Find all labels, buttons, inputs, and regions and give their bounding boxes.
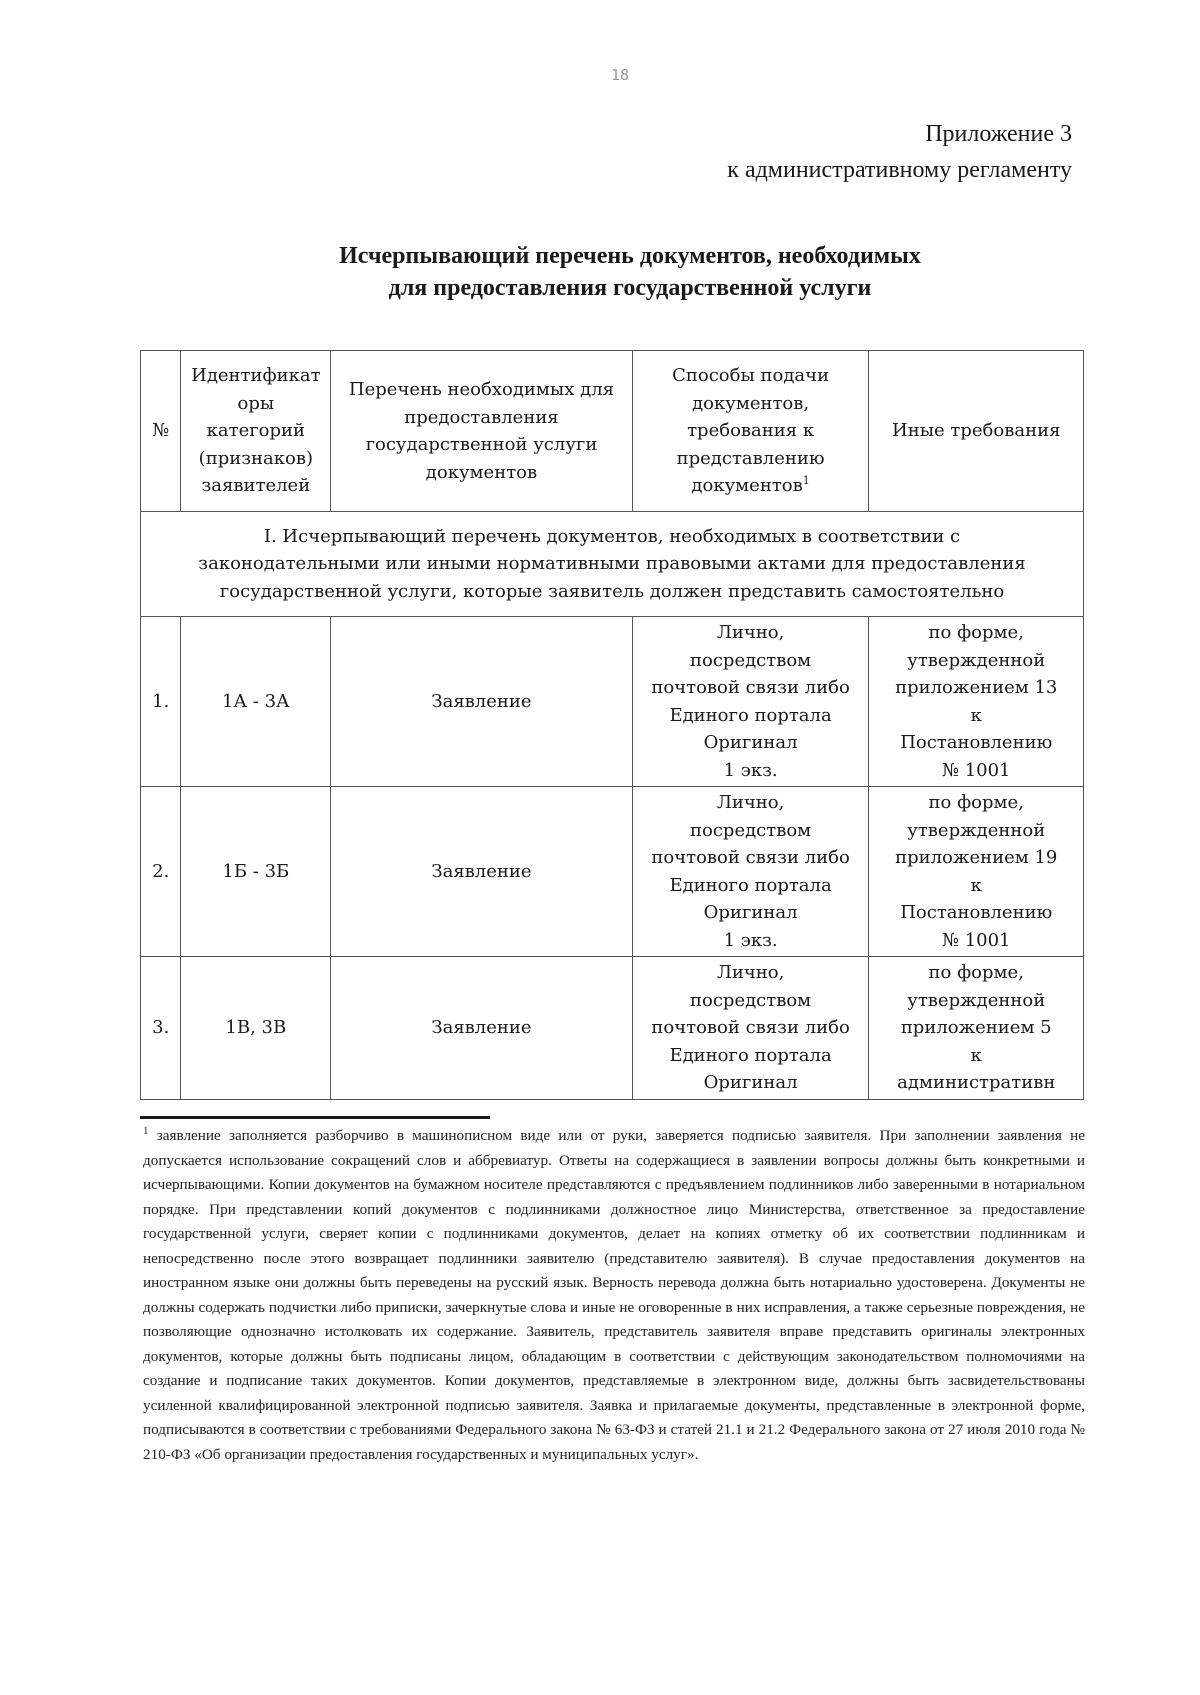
document-title [130, 240, 1130, 304]
table-row [141, 957, 1084, 1100]
row-other [869, 787, 1084, 957]
ways-line: Единого портала [669, 704, 832, 726]
ways-line: Единого портала [669, 1044, 832, 1066]
other-line: административн [897, 1072, 1056, 1093]
header-other-requirements: Иные требования [869, 351, 1084, 512]
appendix-line-1: Приложение 3 [925, 121, 1072, 147]
ways-line: Единого портала [669, 874, 832, 896]
header-identifiers-line: категорий [206, 420, 306, 442]
header-list-line: документов [425, 461, 538, 483]
header-identifiers-line: (признаков) [198, 447, 313, 469]
ways-line: Лично, [716, 622, 785, 643]
row-identifiers: 1А - 3А [181, 617, 331, 787]
ways-line: Оригинал [703, 902, 798, 923]
header-identifiers-line: заявителей [201, 475, 311, 497]
footnote-divider [140, 1116, 490, 1119]
section-title-line: законодательными или иными нормативными правовыми актами для предоставления [198, 553, 1026, 575]
other-line: утвержденной [907, 989, 1046, 1011]
section-title-line: I. Исчерпывающий перечень документов, необходимых в соответствии с [263, 525, 961, 547]
documents-table [140, 350, 1084, 1100]
ways-line: посредством [690, 649, 812, 671]
header-ways-last: документов [691, 475, 803, 497]
footnote [143, 1124, 1085, 1467]
ways-line: почтовой связи либо [651, 677, 850, 698]
title-line-2: для предоставления государственной услуги [388, 275, 872, 301]
row-other [869, 957, 1084, 1100]
other-line: № 1001 [941, 759, 1011, 781]
footnote-text: заявление заполняется разборчиво в машинописном виде или от руки, заверяется подписью заявителя. При заполнении заявления не допускается использование сокращений слов и аббревиатур. Ответы на содержащиеся в заявлении вопросы должны быть конкретными и исчерпывающими. Копии документов на бумажном носителе представляются с предъявлением подлинников либо заверенными в нотариальном порядке. При представлении копий документов с подлинниками должностное лицо Министерства, ответственное за предоставление государственной услуги, сверяет копии с подлинниками документов, делает на копиях отметку об их соответствии подлинникам и непосредственно после этого возвращает подлинники заявителю (представителю заявителя). В случае предоставления документов на иностранном языке они должны быть переведены на русский язык. Верность перевода должна быть нотариально удостоверена. Документы не должны содержать подчистки либо приписки, зачеркнутые слова и иные не оговоренные в них исправления, а также серьезные повреждения, не позволяющие однозначно истолковать их содержание. Заявитель, представитель заявителя вправе представить оригиналы электронных документов, которые должны быть подписаны лицом, обладающим в соответствии с действующим законодательством полномочиями на создание и подписание таких документов. Копии документов, представляемые в электронном виде, должны быть засвидетельствованы усиленной квалифицированной электронной подписью заявителя. Заявка и прилагаемые документы, представленные в электронной форме, подписываются в соответствии с требованиями Федерального закона № 63-ФЗ и статей 21.1 и 21.2 Федерального закона от 27 июля 2010 года № 210-ФЗ «Об организации предоставления государственных и муниципальных услуг». [143, 1127, 1086, 1463]
ways-line: почтовой связи либо [651, 847, 850, 868]
appendix-label [727, 116, 1072, 188]
ways-line: 1 экз. [723, 759, 778, 781]
row-document: Заявление [331, 617, 633, 787]
ways-line: почтовой связи либо [651, 1017, 850, 1038]
footnote-marker: 1 [143, 1124, 149, 1137]
row-document: Заявление [331, 787, 633, 957]
ways-line: посредством [690, 819, 812, 841]
ways-line: 1 экз. [723, 929, 778, 951]
other-line: по форме, [928, 962, 1024, 983]
ways-line: посредством [690, 989, 812, 1011]
table-row [141, 787, 1084, 957]
footnote-reference[interactable]: 1 [802, 474, 810, 488]
other-line: утвержденной [907, 649, 1046, 671]
table-header-row [141, 351, 1084, 512]
row-other [869, 617, 1084, 787]
other-line: утвержденной [907, 819, 1046, 841]
header-identifiers-line: Идентификат [191, 365, 321, 387]
ways-line: Оригинал [703, 732, 798, 753]
header-ways-line: документов, [692, 392, 810, 414]
header-ways-line: представлению [676, 447, 825, 469]
header-ways-line: Способы подачи [672, 365, 830, 387]
section-title-line: государственной услуги, которые заявитель должен представить самостоятельно [219, 580, 1005, 602]
row-ways [632, 787, 869, 957]
row-num: 3. [141, 957, 181, 1100]
header-ways-line [637, 472, 865, 500]
other-line: к [970, 874, 982, 896]
other-line: Постановлению [900, 902, 1053, 923]
table-row [141, 617, 1084, 787]
other-line: к [970, 704, 982, 726]
appendix-line-2: к административному регламенту [727, 157, 1072, 183]
header-document-list [331, 351, 633, 512]
header-identifiers-line: оры [237, 392, 275, 414]
row-document: Заявление [331, 957, 633, 1100]
row-num: 1. [141, 617, 181, 787]
other-line: приложением 19 [895, 847, 1058, 868]
header-list-line: предоставления [404, 406, 559, 428]
other-line: к [970, 1044, 982, 1066]
ways-line: Оригинал [703, 1072, 798, 1093]
header-list-line: Перечень необходимых для [348, 379, 614, 400]
row-ways [632, 617, 869, 787]
other-line: приложением 5 [900, 1017, 1052, 1038]
title-line-1: Исчерпывающий перечень документов, необходимых [339, 243, 921, 269]
other-line: № 1001 [941, 929, 1011, 951]
header-submission-ways [632, 351, 869, 512]
other-line: по форме, [928, 622, 1024, 643]
other-line: по форме, [928, 792, 1024, 813]
other-line: Постановлению [900, 732, 1053, 753]
row-num: 2. [141, 787, 181, 957]
ways-line: Лично, [716, 962, 785, 983]
ways-line: Лично, [716, 792, 785, 813]
row-identifiers: 1Б - 3Б [181, 787, 331, 957]
other-line: приложением 13 [895, 677, 1058, 698]
row-identifiers: 1В, 3В [181, 957, 331, 1100]
page-number: 18 [610, 66, 630, 84]
section-title [141, 512, 1084, 617]
header-list-line: государственной услуги [365, 434, 598, 455]
header-identifiers [181, 351, 331, 512]
row-ways [632, 957, 869, 1100]
section-row [141, 512, 1084, 617]
header-ways-line: требования к [687, 420, 815, 442]
header-num: № [141, 351, 181, 512]
